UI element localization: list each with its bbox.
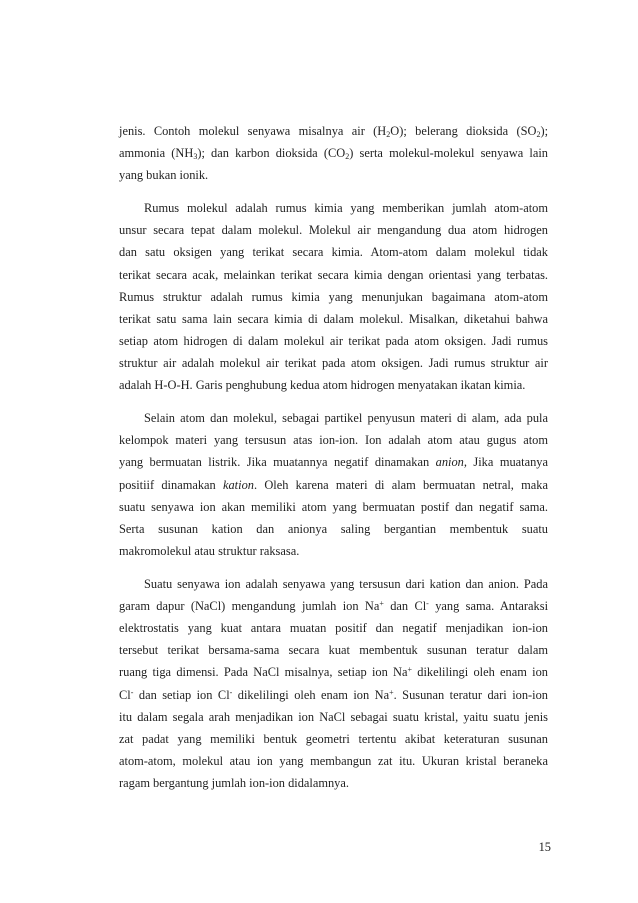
text-line (119, 451, 548, 473)
subscript: 2 (345, 152, 350, 162)
text-run: Serta susunan kation dan anionya saling bergantian membentuk suatu (119, 521, 548, 536)
text-run: . Oleh karena materi di alam bermuatan netral, maka (253, 477, 548, 492)
text-run: ) serta molekul-molekul senyawa lain (349, 146, 548, 161)
text-run: yang bukan ionik. (119, 168, 209, 183)
text-line (119, 474, 548, 496)
text-run: positiif dinamakan (119, 477, 223, 492)
subscript: 3 (193, 152, 198, 162)
text-run: elektrostatis yang kuat antara muatan positif dan negatif menjadikan ion-ion (119, 621, 548, 636)
text-line (119, 197, 548, 219)
text-line (119, 706, 548, 728)
text-run: yang bermuatan listrik. Jika muatannya negatif dinamakan (119, 455, 436, 470)
text-line (119, 286, 548, 308)
text-line (119, 750, 548, 772)
text-line (119, 639, 548, 661)
text-run: O); belerang dioksida (SO (390, 124, 537, 138)
text-line (119, 407, 548, 429)
text-run: Cl (119, 687, 131, 702)
paragraph (119, 120, 548, 187)
text-run: jenis. Contoh molekul senyawa misalnya air (H (119, 124, 387, 138)
text-run: Jika muatanya (466, 455, 548, 470)
paragraph (119, 407, 548, 562)
text-run: makromolekul atau struktur raksasa. (119, 544, 300, 559)
text-run: kelompok materi yang tersusun atas ion-ion. Ion adalah atom atau gugus atom (119, 433, 548, 448)
text-line (119, 595, 548, 617)
text-run: dan Cl (383, 598, 427, 613)
text-run: struktur air adalah molekul air terikat pada atom oksigen. Jadi rumus struktur air (119, 356, 548, 371)
body-text (119, 120, 548, 805)
text-line (119, 164, 548, 186)
superscript: - (130, 687, 134, 697)
text-run: suatu senyawa ion akan memiliki atom yang bermuatan postif dan negatif sama. (119, 499, 548, 514)
text-run: yang sama. Antaraksi (428, 598, 549, 613)
text-run: unsur secara tepat dalam molekul. Molekul air mengandung dua atom hidrogen (119, 223, 548, 238)
italic-term: kation (222, 477, 254, 492)
text-run: adalah H-O-H. Garis penghubung kedua atom hidrogen menyatakan ikatan kimia. (119, 378, 526, 393)
text-run: dan satu oksigen yang terikat secara kimia. Atom-atom dalam molekul tidak (119, 245, 548, 260)
text-run: garam dapur (NaCl) mengandung jumlah ion Na (119, 598, 380, 613)
paragraph (119, 197, 548, 397)
text-line (119, 219, 548, 241)
text-line (119, 772, 548, 794)
superscript: - (229, 687, 233, 697)
italic-term: anion, (435, 455, 467, 470)
text-run: itu dalam segala arah menjadikan ion NaCl sebagai suatu kristal, yaitu suatu jenis (119, 709, 548, 724)
text-line (119, 264, 548, 286)
text-run: Suatu senyawa ion adalah senyawa yang tersusun dari kation dan anion. Pada (144, 576, 548, 591)
text-run: atom-atom, molekul atau ion yang membangun zat itu. Ukuran kristal beraneka (119, 754, 548, 769)
text-run: tersebut terikat bersama-sama secara kuat membentuk susunan teratur dalam (119, 643, 548, 658)
text-line (119, 374, 548, 396)
text-line (119, 142, 548, 164)
paragraph (119, 573, 548, 795)
text-line (119, 617, 548, 639)
text-run: dan setiap ion Cl (133, 687, 230, 702)
text-run: ); (540, 124, 549, 138)
superscript: - (426, 598, 429, 608)
text-line (119, 728, 548, 750)
text-run: ragam bergantung jumlah ion-ion didalamnya. (119, 776, 349, 791)
text-line (119, 684, 548, 706)
page-number: 15 (538, 840, 551, 854)
superscript: + (379, 598, 384, 608)
text-run: Rumus struktur adalah rumus kimia yang menunjukan bagaimana atom-atom (119, 289, 548, 304)
text-line (119, 120, 548, 142)
text-run: . Susunan teratur dari ion-ion (393, 687, 548, 702)
subscript: 2 (386, 130, 391, 139)
text-run: terikat satu sama lain secara kimia di dalam molekul. Misalkan, diketahui bahwa (119, 311, 548, 326)
text-run: ruang tiga dimensi. Pada NaCl misalnya, setiap ion Na (119, 665, 408, 680)
text-run: ); dan karbon dioksida (CO (197, 146, 346, 161)
text-line (119, 573, 548, 595)
text-line (119, 330, 548, 352)
text-run: dikelilingi oleh enam ion Na (232, 687, 390, 702)
text-line (119, 352, 548, 374)
text-run: ammonia (NH (119, 146, 194, 161)
superscript: + (407, 665, 412, 675)
text-run: Rumus molekul adalah rumus kimia yang memberikan jumlah atom-atom (144, 200, 548, 215)
text-line (119, 308, 548, 330)
text-run: zat padat yang memiliki bentuk geometri tertentu akibat keteraturan susunan (119, 732, 548, 747)
text-line (119, 496, 548, 518)
subscript: 2 (536, 130, 541, 139)
text-run: Selain atom dan molekul, sebagai partikel penyusun materi di alam, ada pula (144, 411, 548, 426)
text-line (119, 661, 548, 683)
text-run: dikelilingi oleh enam ion (412, 665, 548, 680)
text-line (119, 429, 548, 451)
text-line (119, 241, 548, 263)
text-run: setiap atom hidrogen di dalam molekul air terikat pada atom oksigen. Jadi rumus (119, 334, 548, 349)
text-line (119, 540, 548, 562)
superscript: + (389, 687, 394, 697)
text-line (119, 518, 548, 540)
text-run: terikat secara acak, melainkan terikat secara kimia dengan orientasi yang terbatas. (119, 267, 548, 282)
